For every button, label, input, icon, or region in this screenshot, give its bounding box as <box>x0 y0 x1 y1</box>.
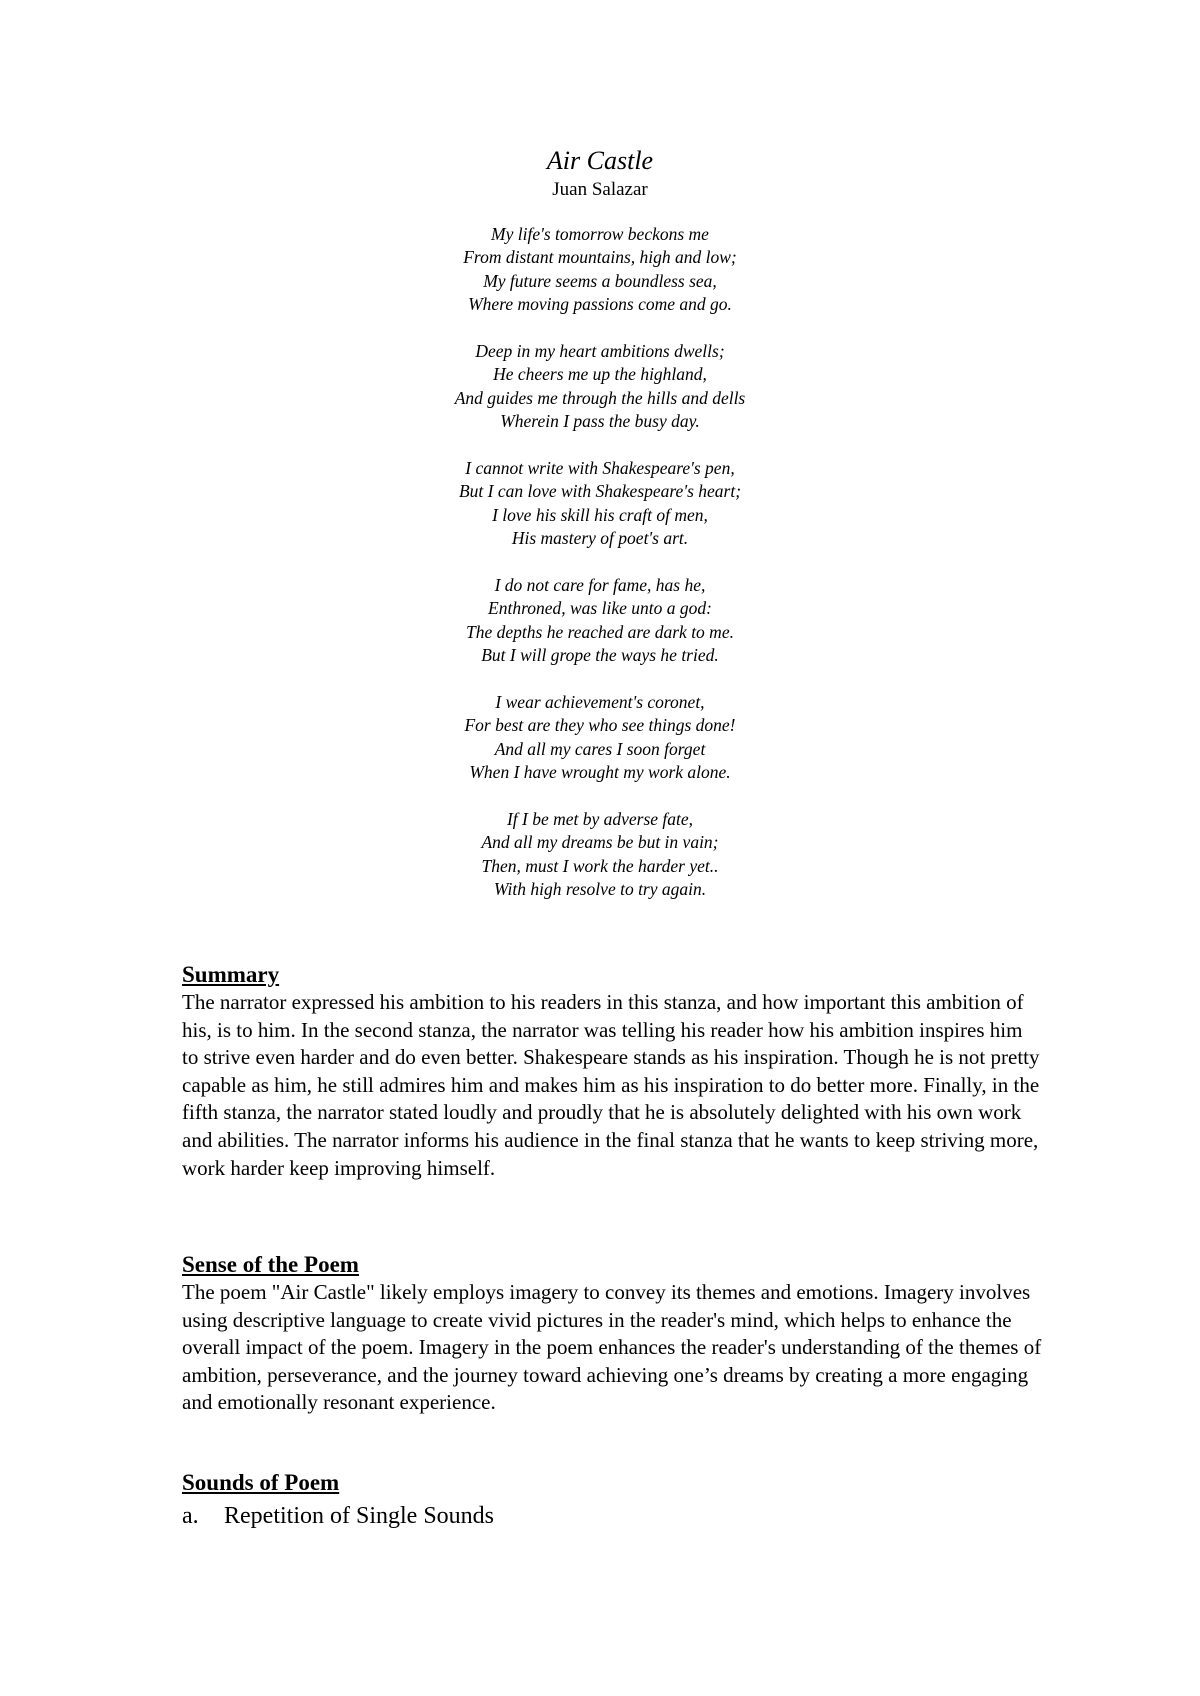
poem-line: When I have wrought my work alone. <box>469 762 731 783</box>
stanza-6 <box>0 808 1200 902</box>
poem-line: Wherein I pass the busy day. <box>500 411 700 432</box>
stanza-4 <box>0 574 1200 668</box>
stanza-5 <box>0 691 1200 785</box>
poem-line: His mastery of poet's art. <box>511 528 689 549</box>
poem-line: Where moving passions come and go. <box>468 294 732 315</box>
sense-text: The poem "Air Castle" likely employs imagery to convey its themes and emotions. Imagery involves using descriptive language to create vivid pictures in the reader's mind, which helps to enhance the overall impact of the poem. Imagery in the poem enhances the reader's understanding of the themes of ambition, perseverance, and the journey toward achieving one’s dreams by creating a more engaging and emotionally resonant experience. <box>182 1280 1042 1415</box>
summary-heading: Summary <box>182 962 280 987</box>
poem-line: And all my dreams be but in vain; <box>481 832 719 853</box>
poem-line: I cannot write with Shakespeare's pen, <box>465 458 735 479</box>
poem-line: Then, must I work the harder yet.. <box>481 855 719 876</box>
sense-heading: Sense of the Poem <box>182 1252 359 1277</box>
stanza-2 <box>0 340 1200 434</box>
poem-title: Air Castle <box>546 146 654 175</box>
poem-line: I love his skill his craft of men, <box>492 504 708 525</box>
poem-line: My future seems a boundless sea, <box>483 270 717 291</box>
poem-line: I do not care for fame, has he, <box>494 575 706 596</box>
poem-body <box>0 223 1200 925</box>
poem-line: And guides me through the hills and dells <box>454 387 746 408</box>
sense-section <box>182 1251 1042 1417</box>
poem-line: My life's tomorrow beckons me <box>491 224 709 244</box>
poem-line: If I be met by adverse fate, <box>506 809 694 830</box>
poem-line: From distant mountains, high and low; <box>463 247 737 268</box>
poem-line: With high resolve to try again. <box>493 879 707 900</box>
poem-line: Enthroned, was like unto a god: <box>488 598 712 619</box>
poem-line: He cheers me up the highland, <box>493 364 707 385</box>
poem-line: And all my cares I soon forget <box>494 738 706 759</box>
poem-line: But I can love with Shakespeare's heart; <box>458 481 742 502</box>
sounds-heading: Sounds of Poem <box>182 1470 340 1495</box>
poem-line: For best are they who see things done! <box>464 715 736 736</box>
list-marker: a. <box>182 1503 199 1529</box>
poem-author: Juan Salazar <box>552 179 648 200</box>
stanza-1 <box>0 223 1200 317</box>
poem-line: Deep in my heart ambitions dwells; <box>475 341 725 362</box>
poem-line: But I will grope the ways he tried. <box>481 645 719 666</box>
sounds-subheading <box>182 1501 1042 1531</box>
summary-text: The narrator expressed his ambition to his readers in this stanza, and how important this ambition of his, is to him. In the second stanza, the narrator was telling his reader how his ambition inspires him to strive even harder and do even better. Shakespeare stands as his inspiration. Though he is not pretty capable as him, he still admires him and makes him as his inspiration to do better more. Finally, in the fifth stanza, the narrator stated loudly and proudly that he is absolutely delighted with his own work and abilities. The narrator informs his audience in the final stanza that he wants to keep striving more, work harder keep improving himself. <box>182 990 1040 1180</box>
sounds-section <box>182 1469 1042 1531</box>
poem-line: I wear achievement's coronet, <box>495 692 705 713</box>
poem-line: The depths he reached are dark to me. <box>466 621 734 642</box>
subheading-label: Repetition of Single Sounds <box>224 1503 494 1529</box>
summary-section <box>182 961 1042 1182</box>
stanza-3 <box>0 457 1200 551</box>
